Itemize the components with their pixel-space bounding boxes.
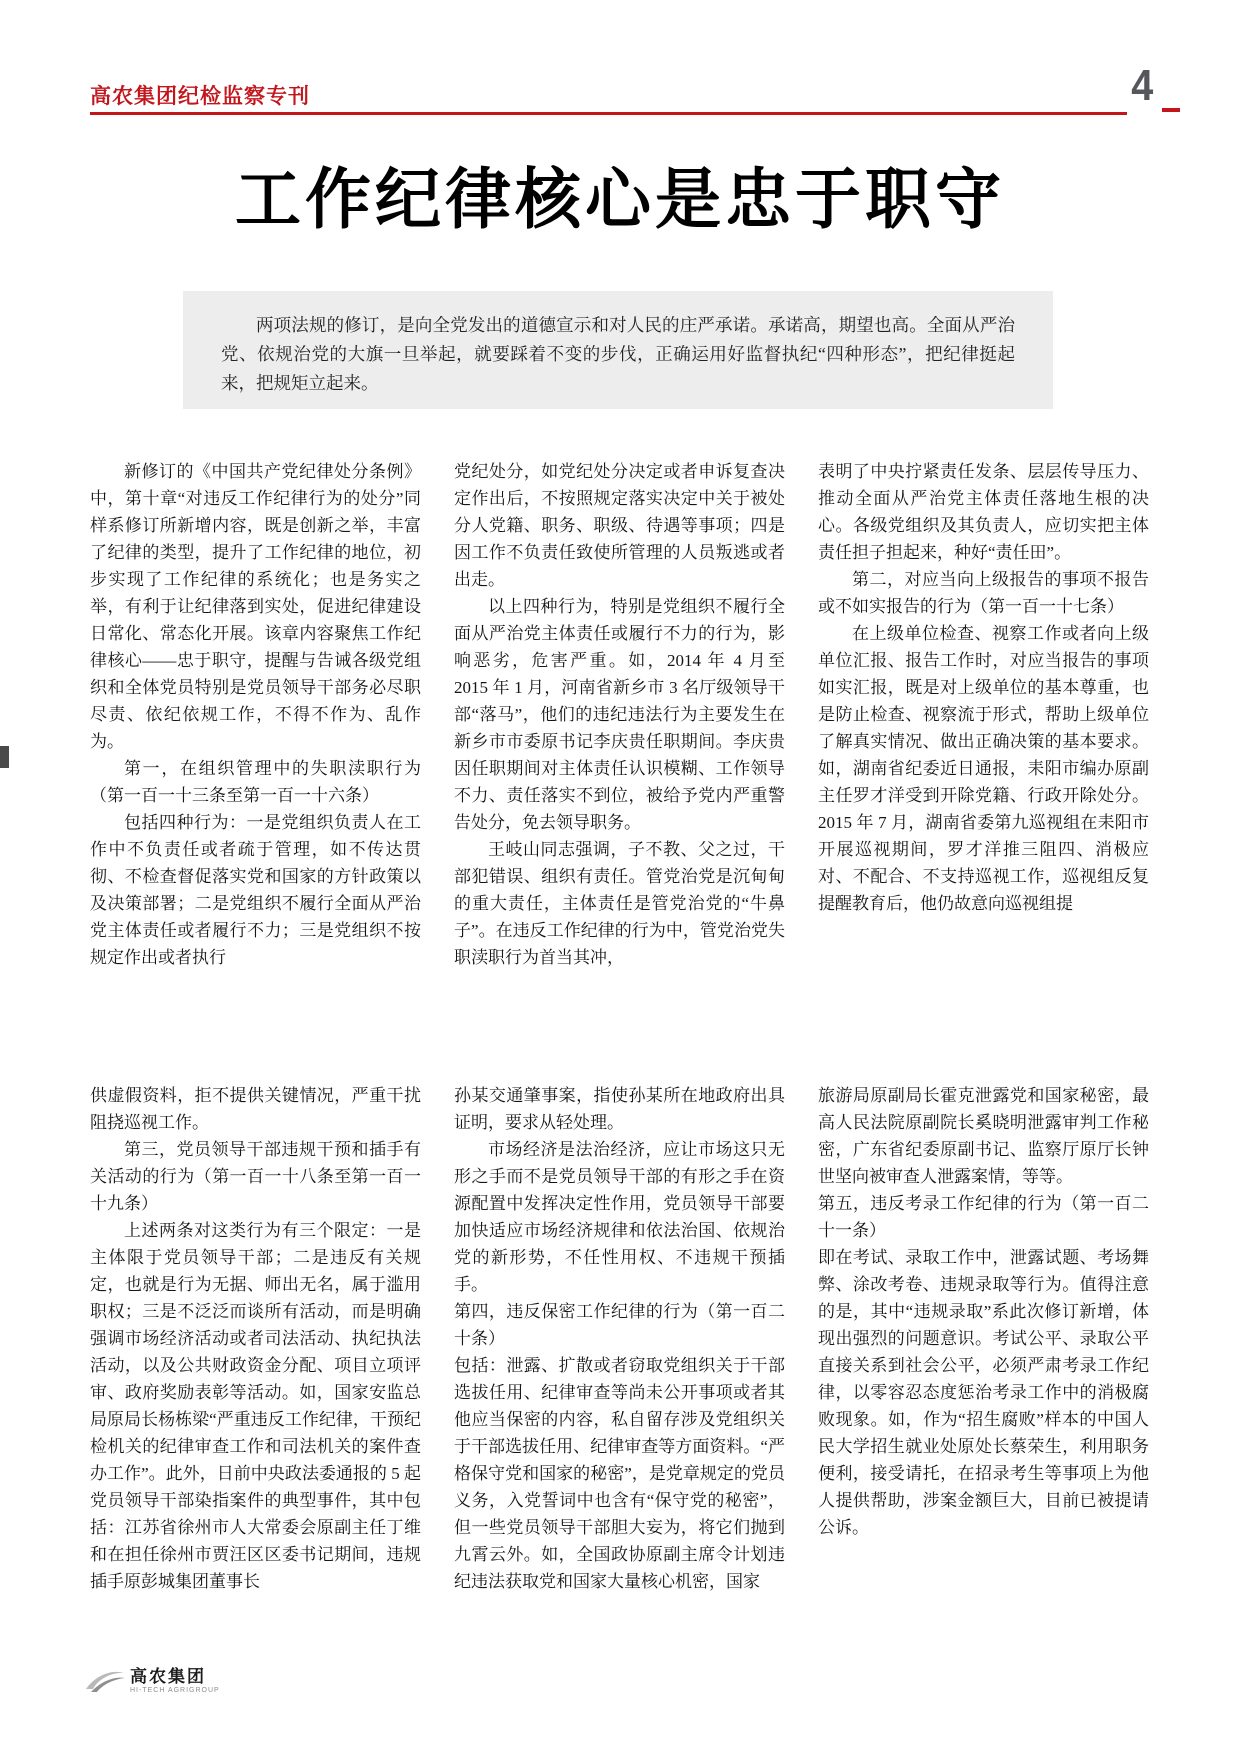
logo-swoosh-icon xyxy=(84,1668,126,1694)
section2-column-3 xyxy=(818,1082,1149,1650)
body-paragraph: 第一，在组织管理中的失职渎职行为（第一百一十三条至第一百一十六条） xyxy=(90,759,421,805)
publication-title: 高农集团纪检监察专刊 xyxy=(90,85,310,108)
body-paragraph: 上述两条对这类行为有三个限定：一是主体限于党员领导干部；二是违反有关规定，也就是行为无据、师出无名，属于滥用职权；三是不泛泛而谈所有活动，而是明确强调市场经济活动或者司法活动、执纪执法活动，以及公共财政资金分配、项目立项评审、政府奖励表彰等活动。如，国家安监总局原局长杨栋梁“严重违反工作纪律，干预纪检机关的纪律审查工作和司法机关的案件查办工作”。此外，日前中央政法委通报的 5 起党员领导干部染指案件的典型事件，其中包括：江苏省徐州市人大常委会原副主任丁维和在担任徐州市贾汪区区委书记期间，违规插手原彭城集团董事长 xyxy=(90,1221,421,1591)
body-paragraph: 即在考试、录取工作中，泄露试题、考场舞弊、涂改考卷、违规录取等行为。值得注意的是，其中“违规录取”系此次修订新增，体现出强烈的问题意识。考试公平、录取公平直接关系到社会公平，必须严肃考录工作纪律，以零容忍态度惩治考录工作中的消极腐败现象。如，作为“招生腐败”样本的中国人民大学招生就业处原处长蔡荣生，利用职务便利，接受请托，在招录考生等事项上为他人提供帮助，涉案金额巨大，目前已被提请公诉。 xyxy=(818,1248,1149,1537)
header-rule xyxy=(90,112,1127,115)
body-paragraph: 包括四种行为：一是党组织负责人在工作中不负责任或者疏于管理，如不传达贯彻、不检查督促落实党和国家的方针政策以及决策部署；二是党组织不履行全面从严治党主体责任或者履行不力；三是党组织不按规定作出或者执行 xyxy=(90,813,421,967)
body-paragraph: 以上四种行为，特别是党组织不履行全面从严治党主体责任或履行不力的行为，影响恶劣，危害严重。如，2014 年 4 月至 2015 年 1 月，河南省新乡市 3 名厅级领导干部“落马”，他们的违纪违法行为主要发生在新乡市市委原书记李庆贵任职期间。李庆贵因任职期间对主体责任认识模糊、工作领导不力、责任落实不到位，被给予党内严重警告处分，免去领导职务。 xyxy=(454,597,785,832)
section1-column-1 xyxy=(90,458,421,1043)
body-paragraph: 供虚假资料，拒不提供关键情况，严重干扰阻挠巡视工作。 xyxy=(90,1086,421,1132)
intro-text: 两项法规的修订，是向全党发出的道德宣示和对人民的庄严承诺。承诺高，期望也高。全面从严治党、依规治党的大旗一旦举起，就要踩着不变的步伐，正确运用好监督执纪“四种形态”，把纪律挺起来，把规矩立起来。 xyxy=(221,315,1015,393)
company-tagline: HI-TECH AGRIGROUP xyxy=(130,1687,220,1694)
section2-column-2 xyxy=(454,1082,785,1650)
section2-column-1 xyxy=(90,1082,421,1650)
section1-column-2 xyxy=(454,458,785,1043)
article-title: 工作纪律核心是忠于职守 xyxy=(235,164,1005,237)
body-paragraph: 第五，违反考录工作纪律的行为（第一百二十一条） xyxy=(818,1194,1149,1240)
body-paragraph: 第二，对应当向上级报告的事项不报告或不如实报告的行为（第一百一十七条） xyxy=(818,570,1149,616)
body-paragraph: 包括：泄露、扩散或者窃取党组织关于干部选拔任用、纪律审查等尚未公开事项或者其他应当保密的内容，私自留存涉及党组织关于干部选拔任用、纪律审查等方面资料。“严格保守党和国家的秘密”，是党章规定的党员义务，入党誓词中也含有“保守党的秘密”，但一些党员领导干部胆大妄为，将它们抛到九霄云外。如，全国政协原副主席令计划违纪违法获取党和国家大量核心机密，国家 xyxy=(454,1356,785,1591)
body-paragraph: 在上级单位检查、视察工作或者向上级单位汇报、报告工作时，对应当报告的事项如实汇报，既是对上级单位的基本尊重，也是防止检查、视察流于形式，帮助上级单位了解真实情况、做出正确决策的基本要求。如，湖南省纪委近日通报，耒阳市编办原副主任罗才洋受到开除党籍、行政开除处分。2015 年 7 月，湖南省委第九巡视组在耒阳市开展巡视期间，罗才洋推三阻四、消极应对、不配合、不支持巡视工作，巡视组反复提醒教育后，他仍故意向巡视组提 xyxy=(818,624,1149,913)
article-section-1 xyxy=(90,458,1149,1043)
page-number: 4 xyxy=(1131,61,1154,110)
page-edge-mark xyxy=(0,746,9,768)
body-paragraph: 王岐山同志强调，子不教、父之过，干部犯错误、组织有责任。管党治党是沉甸甸的重大责任，主体责任是管党治党的“牛鼻子”。在违反工作纪律的行为中，管党治党失职渎职行为首当其冲， xyxy=(454,840,785,967)
intro-box xyxy=(183,291,1053,409)
body-paragraph: 孙某交通肇事案，指使孙某所在地政府出具证明，要求从轻处理。 xyxy=(454,1086,785,1132)
body-paragraph: 第三，党员领导干部违规干预和插手有关活动的行为（第一百一十八条至第一百一十九条） xyxy=(90,1140,421,1213)
section1-column-3 xyxy=(818,458,1149,1043)
company-logo xyxy=(84,1668,220,1694)
body-paragraph: 新修订的《中国共产党纪律处分条例》中，第十章“对违反工作纪律行为的处分”同样系修订所新增内容，既是创新之举，丰富了纪律的类型，提升了工作纪律的地位，初步实现了工作纪律的系统化；也是务实之举，有利于让纪律落到实处，促进纪律建设日常化、常态化开展。该章内容聚焦工作纪律核心——忠于职守，提醒与告诫各级党组织和全体党员特别是党员领导干部务必尽职尽责、依纪依规工作，不得不作为、乱作为。 xyxy=(90,462,421,751)
page-number-underline xyxy=(1162,108,1180,112)
company-name: 高农集团 xyxy=(130,1667,206,1686)
body-paragraph: 旅游局原副局长霍克泄露党和国家秘密，最高人民法院原副院长奚晓明泄露审判工作秘密，广东省纪委原副书记、监察厅原厅长钟世坚向被审查人泄露案情，等等。 xyxy=(818,1086,1149,1186)
article-section-2 xyxy=(90,1082,1149,1650)
body-paragraph: 党纪处分，如党纪处分决定或者申诉复查决定作出后，不按照规定落实决定中关于被处分人党籍、职务、职级、待遇等事项；四是因工作不负责任致使所管理的人员叛逃或者出走。 xyxy=(454,462,785,589)
body-paragraph: 市场经济是法治经济，应让市场这只无形之手而不是党员领导干部的有形之手在资源配置中发挥决定性作用，党员领导干部要加快适应市场经济规律和依法治国、依规治党的新形势，不任性用权、不违规干预插手。 xyxy=(454,1140,785,1294)
body-paragraph: 表明了中央拧紧责任发条、层层传导压力、推动全面从严治党主体责任落地生根的决心。各级党组织及其负责人，应切实把主体责任担子担起来，种好“责任田”。 xyxy=(818,462,1149,562)
body-paragraph: 第四，违反保密工作纪律的行为（第一百二十条） xyxy=(454,1302,785,1348)
